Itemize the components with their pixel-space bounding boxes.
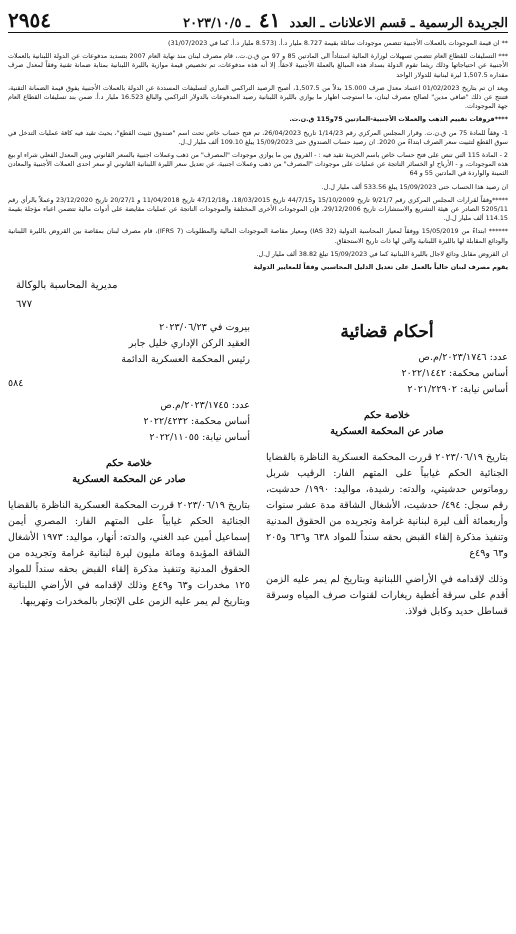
right-column: [266, 316, 508, 620]
prosecution-base-line: أساس نيابة: ٢٠٢٢/١١٠٥٥: [149, 432, 250, 444]
case-number: ٢٠٢٣/١٧٤٦/م.ص: [418, 352, 487, 364]
court-base-line: أساس محكمة: ٢٠٢٢/٤٢٣٢: [143, 416, 250, 428]
judgment-reason: وذلك لإقدامه في الأراضي اللبنانية وبتاريخ لم يمر عليه الزمن أقدم على سرقة أغطية ريغارات لقنوات صرف المياه وسرقة قساطل حديد وكابل فولاذ.: [266, 574, 508, 618]
issue-date: ـ ٢٠٢٣/١٠/٥: [183, 16, 250, 31]
note-ifrs-netting: ****** ابتداءً من 15/05/2019 ووفقاً لمعيار المحاسبة الدولية (IAS 32) ومعيار مقاصة الموجودات المالية والمطلوبات (IFRS 7)، قام مصرف لبنان بمقاصة بين القروض بالليرة اللبنانية والودائع المقابلة لها بالليرة اللبنانية والتي لها ذات تاريخ الاستحقاق.: [8, 227, 508, 245]
note-foreign-assets: ** ان قيمة الموجودات بالعملات الأجنبية تتضمن موجودات سائلة بقيمة 8.727 مليار د.أ. (8.573 مليار د.أ. كما في 31/07/2023): [168, 39, 508, 47]
page-header: [8, 6, 508, 33]
place-date: بيروت في ٢٠٢٣/٠٦/٢٣: [159, 322, 250, 334]
left-column: [8, 316, 250, 620]
prosecution-base: ٢٠٢١/٢٢٩٠٢: [407, 384, 457, 396]
note-treasury-balance: ان رصيد هذا الحساب حتى 15/09/2023 يبلغ 533.56 ألف مليار ل.ل.: [321, 182, 508, 191]
entry-number: ٥٨٤: [8, 378, 24, 390]
case-number-line: عدد: ٢٠٢٣/١٧٤٦/م.ص: [418, 352, 508, 364]
signer-name: العقيد الركن الإداري خليل جابر: [128, 338, 250, 350]
note-loans-balance: ان القروض مقابل ودائع لاجال بالليرة اللبنانية كما في 15/09/2023 تبلغ 38.82 ألف مليار ل.ل.: [256, 249, 508, 258]
case-number: ٢٠٢٣/١٧٤٥/م.ص: [160, 400, 229, 412]
prosecution-base-line: أساس نيابة: ٢٠٢١/٢٢٩٠٢: [407, 384, 508, 396]
case-number-line: عدد: ٢٠٢٣/١٧٤٥/م.ص: [160, 400, 250, 412]
issuer: صادر عن المحكمة العسكرية: [72, 474, 186, 486]
note-public-sector-loans: *** التسليفات للقطاع العام تتضمن تسهيلات لوزارة المالية استناداً الى المادتين 85 و 97 من ق.ن.ت.، قام مصرف لبنان منذ نهاية العام 2007 بتسديد مدفوعات عن الدولة اللبنانية بالعملات الأجنبية عن احتياجاتها وذلك ريثما تقوم الدولة بسداد هذه المبالغ بالعملة الأجنبية لاحقاً. إلا أنه هذه مدفوعات، تم تخصيص قيمة موازية بالليرة اللبنانية بمثابة ضمانة تقنية وفقاً لمعدل صرف مقداره 1,507.5 ليرة لبنانية للدولار الواحد: [8, 52, 508, 79]
judgments-columns: [8, 316, 508, 620]
summary-title: خلاصة حكم: [106, 458, 152, 470]
directorate-signature: [8, 280, 508, 310]
note-treasury-account: 2 - المادة 115 التي تنص على فتح حساب خاص باسم الخزينة تقيد فيه : - الفروق بين ما يوازي موجودات "المصرف" من ذهب وعملات اجنبية بالسعر القانوني وبين المعدل الفعلي شراء او بيع هذه الموجودات، و - الأرباح او الخسائر الناتجة عن عمليات على موجودات "المصرف" من ذهب وعملات اجنبية، عن تعديل سعر الليرة اللبنانية القانوني او سعر احدى العملات الأجنبية والمعادن الثمينة والواردة في المادتين 55 و 64: [8, 151, 508, 178]
note-fx-fund: 1- وفقاً للمادة 75 من ق.ن.ت. وقرار المجلس المركزي رقم 1/14/23 تاريخ 26/04/2023، تم فتح حساب خاص تحت اسم "صندوق تثبيت القطع"، بحيث تقيد فيه كافة عمليات التدخل في سوق القطع لتثبيت سعر الصرف ابتداءً من 2020. ان رصيد حساب الصندوق حتى 15/09/2023 يبلغ 109.10 ألف مليار ل.ل.: [8, 128, 508, 146]
header-title-group: [183, 8, 508, 32]
directorate-number: ٦٧٧: [16, 299, 33, 311]
finance-notes: [8, 39, 508, 272]
judgment-body: بتاريخ ٢٠٢٣/٠٦/١٩ قررت المحكمة العسكرية الناظرة بالقضايا الجنائية الحكم غيابياً على المتهم الفار: الرقيب شربل روماتوس حدشيتي، والدته: رشيدة، مواليد: ١٩٩٠/ حدشيت، رقم سجل: ٤٩٤/ حدشيت، الأشغال الشاقة مدة عشر سنوات وأربعمائة ألف ليرة لبنانية غرامة وتجريده من الحقوق المدنية وتنفيذ مذكرة إلقاء القبض بحقه سنداً للمواد ٦٣٨ و٦٣٦ و٢٠٥ و٦٣ و٤٩ع: [266, 452, 509, 560]
section-title: أحكام قضائية: [340, 322, 434, 343]
gazette-title: الجريدة الرسمية ـ قسم الاعلانات ـ العدد: [289, 16, 508, 31]
court-base: ٢٠٢٢/١٤٤٢: [401, 368, 446, 380]
issuer: صادر عن المحكمة العسكرية: [330, 426, 444, 438]
judgment-body: بتاريخ ٢٠٢٣/٠٦/١٩ قررت المحكمة العسكرية الناظرة بالقضايا الجنائية الحكم غيابياً على المتهم الفار: المصري أيمن إسماعيل أمين عبد الغني، والدته: أنهار، مواليد: ١٩٧٣ الأشغال الشاقة المؤبدة ومائة مليون ليرة لبنانية غرامة وتجريده من الحقوق المدنية وتنفيذ مذكرة إلقاء القبض بحقه سنداً للمواد ١٢٥ مخدرات و٦٣ و٤٩ع وذلك لإقدامه في الأراضي اللبنانية وبتاريخ لم يمر عليه الزمن على الإتجار بالمخدرات وتهريبها.: [8, 500, 251, 608]
note-accounting-guide: يقوم مصرف لبنان حالياً بالعمل على تعديل الدليل المحاسبي وفقاً للمعايير الدولية: [253, 263, 508, 272]
court-base-line: أساس محكمة: ٢٠٢٢/١٤٤٢: [401, 368, 508, 380]
court-base: ٢٠٢٢/٤٢٣٢: [143, 416, 188, 428]
prosecution-base: ٢٠٢٢/١١٠٥٥: [149, 432, 199, 444]
issue-number: ٤١: [258, 8, 281, 32]
directorate-name: مديرية المحاسبة بالوكالة: [16, 280, 118, 292]
note-valuation-heading: ****فروقات تقييم الذهب والعملات الأجنبية-المادتين 75و115 ق.ن.ت.: [289, 115, 508, 124]
note-exchange-rate: ويعد ان تم بتاريخ 01/02/2023 اعتماد معدل صرف 15.000 بدلاً من 1,507.5، أصبح الرصيد التراكمي الساري لتسليفات المسددة عن الدولة بالعملات الأجنبية يفوق قيمة الضمانة التقنية، فتنتج عن ذلك "صافي مدين" لصالح مصرف لبنان، ما استوجب اظهار ما يوازي بالليرة اللبنانية رصيد المدفوعات بالدولار التراكمي والبالغ 16.523 مليار د.أ. ضمن بند تسليفات القطاع العام جهة الموجودات.: [8, 83, 508, 111]
summary-title: خلاصة حكم: [364, 410, 410, 422]
note-other-assets: *****وفقاً لقرارات المجلس المركزي رقم 9/21/7 تاريخ 15/10/2009 و44/7/15 تاريخ 18/03/2015، و47/12/18 تاريخ 11/04/2018 و 20/27/1 تاريخ 23/12/2020 وعملاً بالرأي رقم 5205/11 الصادر عن هيئة التشريع والاستشارات تاريخ 29/12/2006، فإن الموجودات الأخرى المختلفة والموجودات الناتجة عن عمليات مقايضة على أدوات مالية تتضمن اعباء مؤجلة بقيمة 114.15 ألف مليار ل.ل.: [8, 195, 509, 223]
signer-title: رئيس المحكمة العسكرية الدائمة: [121, 354, 250, 366]
page-number: ٢٩٥٤: [8, 8, 51, 32]
